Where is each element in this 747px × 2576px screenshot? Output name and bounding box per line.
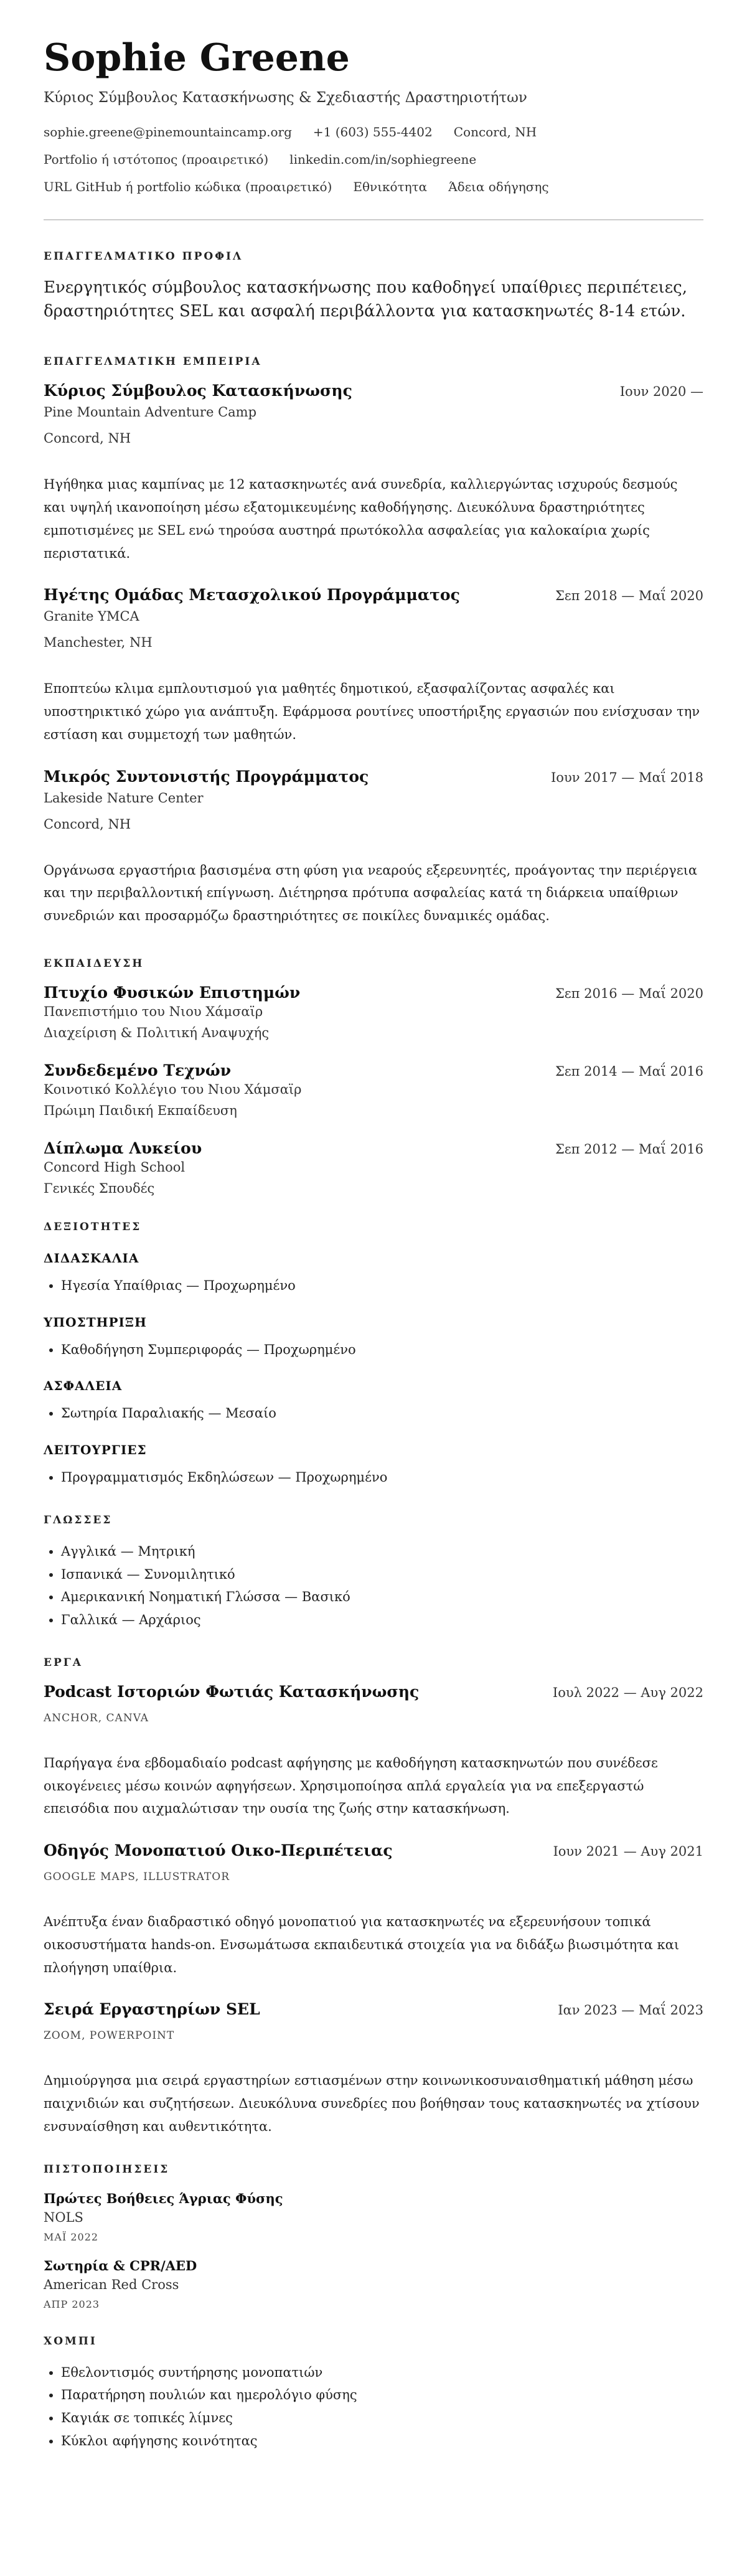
education-degree: Συνδεδεμένο Τεχνών	[44, 1061, 232, 1079]
certification-date: ΑΠΡ 2023	[44, 2298, 100, 2310]
skill-list	[44, 1466, 703, 1489]
language-item: • Αγγλικά — Μητρική	[61, 1540, 703, 1563]
experience-company: Pine Mountain Adventure Camp	[44, 405, 257, 420]
experience-location: Manchester, NH	[44, 635, 153, 651]
profile-section-title: ΕΠΑΓΓΕΛΜΑΤΙΚΟ ΠΡΟΦΙΛ	[44, 250, 243, 263]
project-entry	[44, 2000, 703, 2138]
experience-description: Οργάνωσα εργαστήρια βασισμένα στη φύση για νεαρούς εξερευνητές, προάγοντας την περιέργεια και την περιβαλλοντική επίγνωση. Διέτηρησα πρότυπα ασφαλείας κατά τη διάρκεια υπαίθριων συνεδριών και προσαρμόζω δραστηριότητες σε ποικίλες δυναμικές ομάδας.	[44, 862, 698, 924]
language-item: • Αμερικανική Νοηματική Γλώσσα — Βασικό	[61, 1586, 703, 1609]
contact-row-2	[44, 152, 703, 167]
contact-row-1	[44, 125, 703, 139]
projects-section-title: ΕΡΓΑ	[44, 1656, 83, 1669]
skill-item: • Ηγεσία Υπαίθριας — Προχωρημένο	[61, 1274, 703, 1297]
project-name: Podcast Ιστοριών Φωτιάς Κατασκήνωσης	[44, 1682, 420, 1701]
skill-item: • Προγραμματισμός Εκδηλώσεων — Προχωρημένο	[61, 1466, 703, 1489]
education-date: Σεπ 2014 — Μαΐ 2016	[555, 1063, 703, 1079]
profile-summary: Ενεργητικός σύμβουλος κατασκήνωσης που καθοδηγεί υπαίθριες περιπέτειες, δραστηριότητες SEL και ασφαλή περιβάλλοντα για κατασκηνωτές 8-14 ετών.	[44, 278, 687, 321]
contact-license: Άδεια οδήγησης	[448, 179, 549, 194]
experience-location: Concord, NH	[44, 431, 131, 446]
candidate-name: Sophie Greene	[44, 36, 350, 80]
experience-role: Κύριος Σύμβουλος Κατασκήνωσης	[44, 382, 352, 400]
experience-company: Lakeside Nature Center	[44, 790, 204, 806]
project-tech: GOOGLE MAPS, ILLUSTRATOR	[44, 1871, 230, 1884]
experience-date: Σεπ 2018 — Μαΐ 2020	[555, 588, 703, 604]
experience-company: Granite YMCA	[44, 609, 139, 624]
experience-entry	[44, 586, 703, 746]
project-name: Σειρά Εργαστηρίων SEL	[44, 2000, 260, 2019]
project-description: Δημιούργησα μια σειρά εργαστηρίων εστιασμένων στην κοινωνικοσυναισθηματική μάθηση μέσω παιχνιδιών και συζητήσεων. Διευκόλυνα συνεδρίες που βοήθησαν τους κατασκηνωτές να χτίσουν ενσυναίσθηση και αυθεντικότητα.	[44, 2073, 700, 2134]
skills-section	[44, 1221, 703, 1489]
languages-section	[44, 1514, 703, 1632]
experience-date: Ιουν 2017 — Μαΐ 2018	[551, 769, 703, 785]
contact-nationality: Εθνικότητα	[353, 179, 428, 194]
project-date: Ιαν 2023 — Μαΐ 2023	[558, 2003, 703, 2018]
experience-entry	[44, 382, 703, 565]
certifications-section	[44, 2163, 703, 2310]
experience-role: Ηγέτης Ομάδας Μετασχολικού Προγράμματος	[44, 586, 460, 604]
experience-date: Ιουν 2020 —	[619, 384, 703, 400]
certification-entry	[44, 2258, 703, 2310]
project-tech: ZOOM, POWERPOINT	[44, 2029, 175, 2042]
language-list	[44, 1540, 703, 1632]
hobby-item: • Εθελοντισμός συντήρησης μονοπατιών	[61, 2361, 703, 2384]
education-field: Διαχείριση & Πολιτική Αναψυχής	[44, 1025, 270, 1040]
project-date: Ιουν 2021 — Αυγ 2021	[553, 1844, 703, 1859]
hobbies-section-title: ΧΟΜΠΙ	[44, 2334, 97, 2348]
contact-github[interactable]: URL GitHub ή portfolio κώδικα (προαιρετικό)	[44, 179, 332, 194]
education-entry	[44, 1139, 703, 1196]
skill-group-title: ΛΕΙΤΟΥΡΓΙΕΣ	[44, 1442, 147, 1458]
education-entry	[44, 1061, 703, 1118]
project-description: Παρήγαγα ένα εβδομαδιαίο podcast αφήγησης με καθοδήγηση κατασκηνωτών που συνέδεσε οικογένειες μέσω κοινών αφηγήσεων. Χρησιμοποίησα απλά εργαλεία για να επεξεργαστώ επεισόδια που αιχμαλώτισαν την ουσία της ζωής στην κατασκήνωση.	[44, 1755, 658, 1817]
skill-group-title: ΥΠΟΣΤΗΡΙΞΗ	[44, 1314, 147, 1330]
skill-group-title: ΑΣΦΑΛΕΙΑ	[44, 1378, 123, 1394]
experience-description: Ηγήθηκα μιας καμπίνας με 12 κατασκηνωτές ανά συνεδρία, καλλιεργώντας ισχυρούς δεσμούς και υψηλή ικανοποίηση μέσω εξατομικευμένης καθοδήγησης. Διευκόλυνα δραστηριότητες εμποτισμένες με SEL ενώ τηρούσα αυστηρά πρωτόκολλα ασφαλείας για καλοκαίρια χωρίς περιστατικά.	[44, 477, 678, 561]
contact-linkedin[interactable]: linkedin.com/in/sophiegreene	[289, 152, 477, 167]
contact-phone[interactable]: +1 (603) 555-4402	[312, 125, 433, 139]
hobby-item: • Παρατήρηση πουλιών και ημερολόγιο φύσης	[61, 2384, 703, 2407]
education-school: Κοινοτικό Κολλέγιο του Νιου Χάμσαϊρ	[44, 1081, 302, 1097]
experience-entry	[44, 768, 703, 928]
education-field: Γενικές Σπουδές	[44, 1180, 155, 1196]
certifications-section-title: ΠΙΣΤΟΠΟΙΗΣΕΙΣ	[44, 2163, 170, 2176]
skill-item: • Σωτηρία Παραλιακής — Μεσαίο	[61, 1402, 703, 1425]
education-date: Σεπ 2016 — Μαΐ 2020	[555, 985, 703, 1001]
skill-item: • Καθοδήγηση Συμπεριφοράς — Προχωρημένο	[61, 1338, 703, 1361]
project-entry	[44, 1841, 703, 1979]
language-item: • Γαλλικά — Αρχάριος	[61, 1609, 703, 1632]
skill-list	[44, 1338, 703, 1361]
education-date: Σεπ 2012 — Μαΐ 2016	[555, 1141, 703, 1157]
project-description: Ανέπτυξα έναν διαδραστικό οδηγό μονοπατιού για κατασκηνωτές να εξερευνήσουν τοπικά οικοσυστήματα hands-on. Ενσωμάτωσα εκπαιδευτικά στοιχεία για να διδάξω βιωσιμότητα και πλοήγηση υπαίθρια.	[44, 1914, 680, 1975]
certification-name: Πρώτες Βοήθειες Άγριας Φύσης	[44, 2190, 283, 2206]
project-date: Ιουλ 2022 — Αυγ 2022	[552, 1685, 703, 1700]
certification-date: ΜΑΪ 2022	[44, 2230, 99, 2243]
language-item: • Ισπανικά — Συνομιλητικό	[61, 1563, 703, 1586]
certification-issuer: American Red Cross	[44, 2277, 179, 2292]
project-tech: ANCHOR, CANVA	[44, 1711, 149, 1724]
education-degree: Δίπλωμα Λυκείου	[44, 1139, 202, 1157]
candidate-headline: Κύριος Σύμβουλος Κατασκήνωσης & Σχεδιαστής Δραστηριοτήτων	[44, 90, 527, 106]
hobbies-section	[44, 2335, 703, 2453]
contact-email[interactable]: sophie.greene@pinemountaincamp.org	[44, 125, 292, 139]
skill-group-title: ΔΙΔΑΣΚΑΛΙΑ	[44, 1250, 139, 1266]
hobby-list	[44, 2361, 703, 2453]
experience-description: Εποπτεύω κλιμα εμπλουτισμού για μαθητές δημοτικού, εξασφαλίζοντας ασφαλές και υποστηρικτικό χώρο για ανάπτυξη. Εφάρμοσα ρουτίνες υποστήριξης εργασιών που ενίσχυσαν την εστίαση και συμμετοχή των μαθητών.	[44, 681, 700, 742]
skill-list	[44, 1274, 703, 1297]
languages-section-title: ΓΛΩΣΣΕΣ	[44, 1513, 113, 1526]
header-divider	[44, 219, 703, 220]
certification-issuer: NOLS	[44, 2209, 83, 2225]
education-entry	[44, 984, 703, 1040]
contact-row-3	[44, 179, 703, 194]
education-field: Πρώιμη Παιδική Εκπαίδευση	[44, 1102, 237, 1118]
skill-list	[44, 1402, 703, 1425]
experience-section-title: ΕΠΑΓΓΕΛΜΑΤΙΚΗ ΕΜΠΕΙΡΙΑ	[44, 355, 262, 369]
certification-name: Σωτηρία & CPR/AED	[44, 2257, 197, 2273]
hobby-item: • Κύκλοι αφήγησης κοινότητας	[61, 2430, 703, 2453]
contact-portfolio[interactable]: Portfolio ή ιστότοπος (προαιρετικό)	[44, 152, 269, 167]
experience-location: Concord, NH	[44, 816, 131, 832]
contact-location: Concord, NH	[453, 125, 537, 139]
education-section	[44, 957, 703, 1196]
skills-section-title: ΔΕΞΙΟΤΗΤΕΣ	[44, 1220, 142, 1233]
hobby-item: • Καγιάκ σε τοπικές λίμνες	[61, 2407, 703, 2430]
projects-section	[44, 1657, 703, 2138]
education-degree: Πτυχίο Φυσικών Επιστημών	[44, 983, 301, 1002]
experience-section	[44, 355, 703, 928]
project-entry	[44, 1683, 703, 1820]
education-school: Concord High School	[44, 1159, 186, 1175]
project-name: Οδηγός Μονοπατιού Οικο-Περιπέτειας	[44, 1841, 393, 1860]
certification-entry	[44, 2191, 703, 2243]
education-section-title: ΕΚΠΑΙΔΕΥΣΗ	[44, 957, 144, 970]
education-school: Πανεπιστήμιο του Νιου Χάμσαϊρ	[44, 1004, 263, 1019]
experience-role: Μικρός Συντονιστής Προγράμματος	[44, 767, 369, 786]
